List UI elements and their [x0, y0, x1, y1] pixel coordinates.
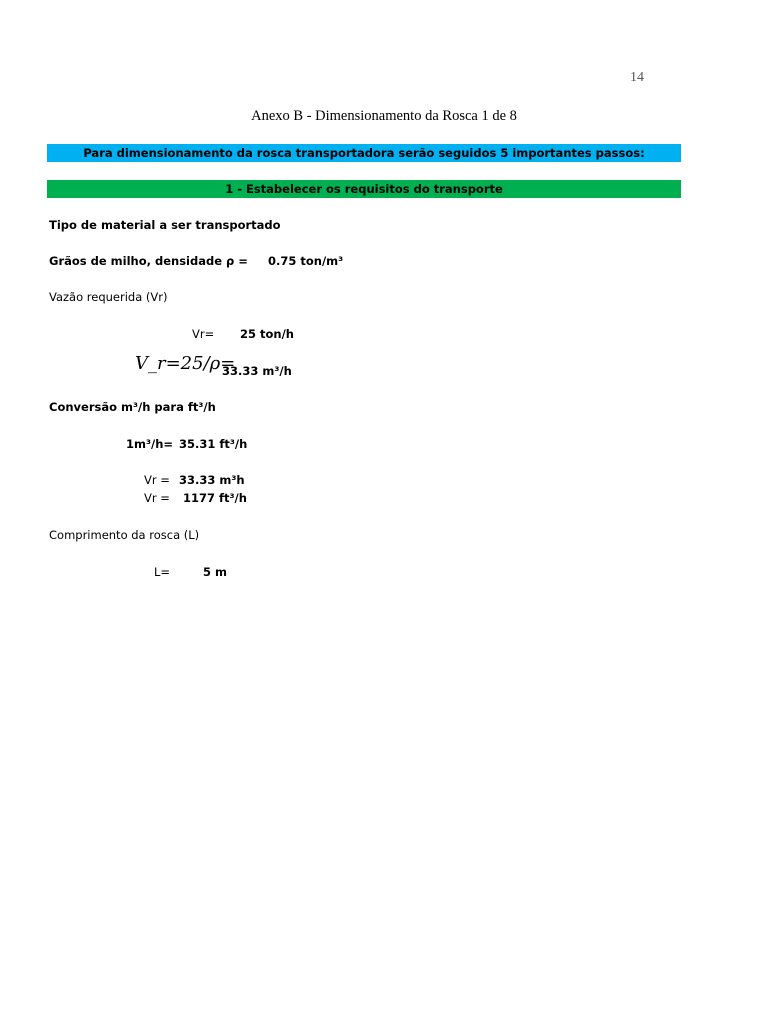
conversion-vr-value-2: 1177 ft³/h — [183, 491, 247, 505]
flow-vr-label: Vr= — [192, 327, 215, 341]
flow-formula: 𝑉_𝑟=25/ρ= — [135, 353, 236, 374]
flow-vr-value: 25 ton/h — [240, 327, 294, 341]
conversion-vr-value-1: 33.33 m³h — [179, 473, 245, 487]
step-1-banner-text: 1 - Estabelecer os requisitos do transporte — [225, 182, 503, 196]
length-heading: Comprimento da rosca (L) — [49, 528, 200, 542]
flow-vr-m3-value: 33.33 m³/h — [222, 364, 292, 378]
flow-heading: Vazão requerida (Vr) — [49, 290, 168, 304]
material-heading: Tipo de material a ser transportado — [49, 218, 281, 232]
conversion-factor-value: 35.31 ft³/h — [179, 437, 248, 451]
material-density-label: Grãos de milho, densidade ρ = — [49, 254, 248, 268]
length-label: L= — [154, 565, 171, 579]
conversion-vr-label-1: Vr = — [144, 473, 170, 487]
intro-banner-text: Para dimensionamento da rosca transportadora serão seguidos 5 importantes passos: — [83, 146, 645, 160]
material-density-value: 0.75 ton/m³ — [268, 254, 344, 268]
length-value: 5 m — [203, 565, 227, 579]
conversion-heading: Conversão m³/h para ft³/h — [49, 400, 216, 414]
conversion-factor-label: 1m³/h= — [126, 437, 174, 451]
document-title: Anexo B - Dimensionamento da Rosca 1 de 8 — [251, 108, 517, 124]
page-number: 14 — [630, 70, 644, 85]
conversion-vr-label-2: Vr = — [144, 491, 170, 505]
step-1-banner — [47, 180, 681, 198]
intro-banner — [47, 144, 681, 162]
